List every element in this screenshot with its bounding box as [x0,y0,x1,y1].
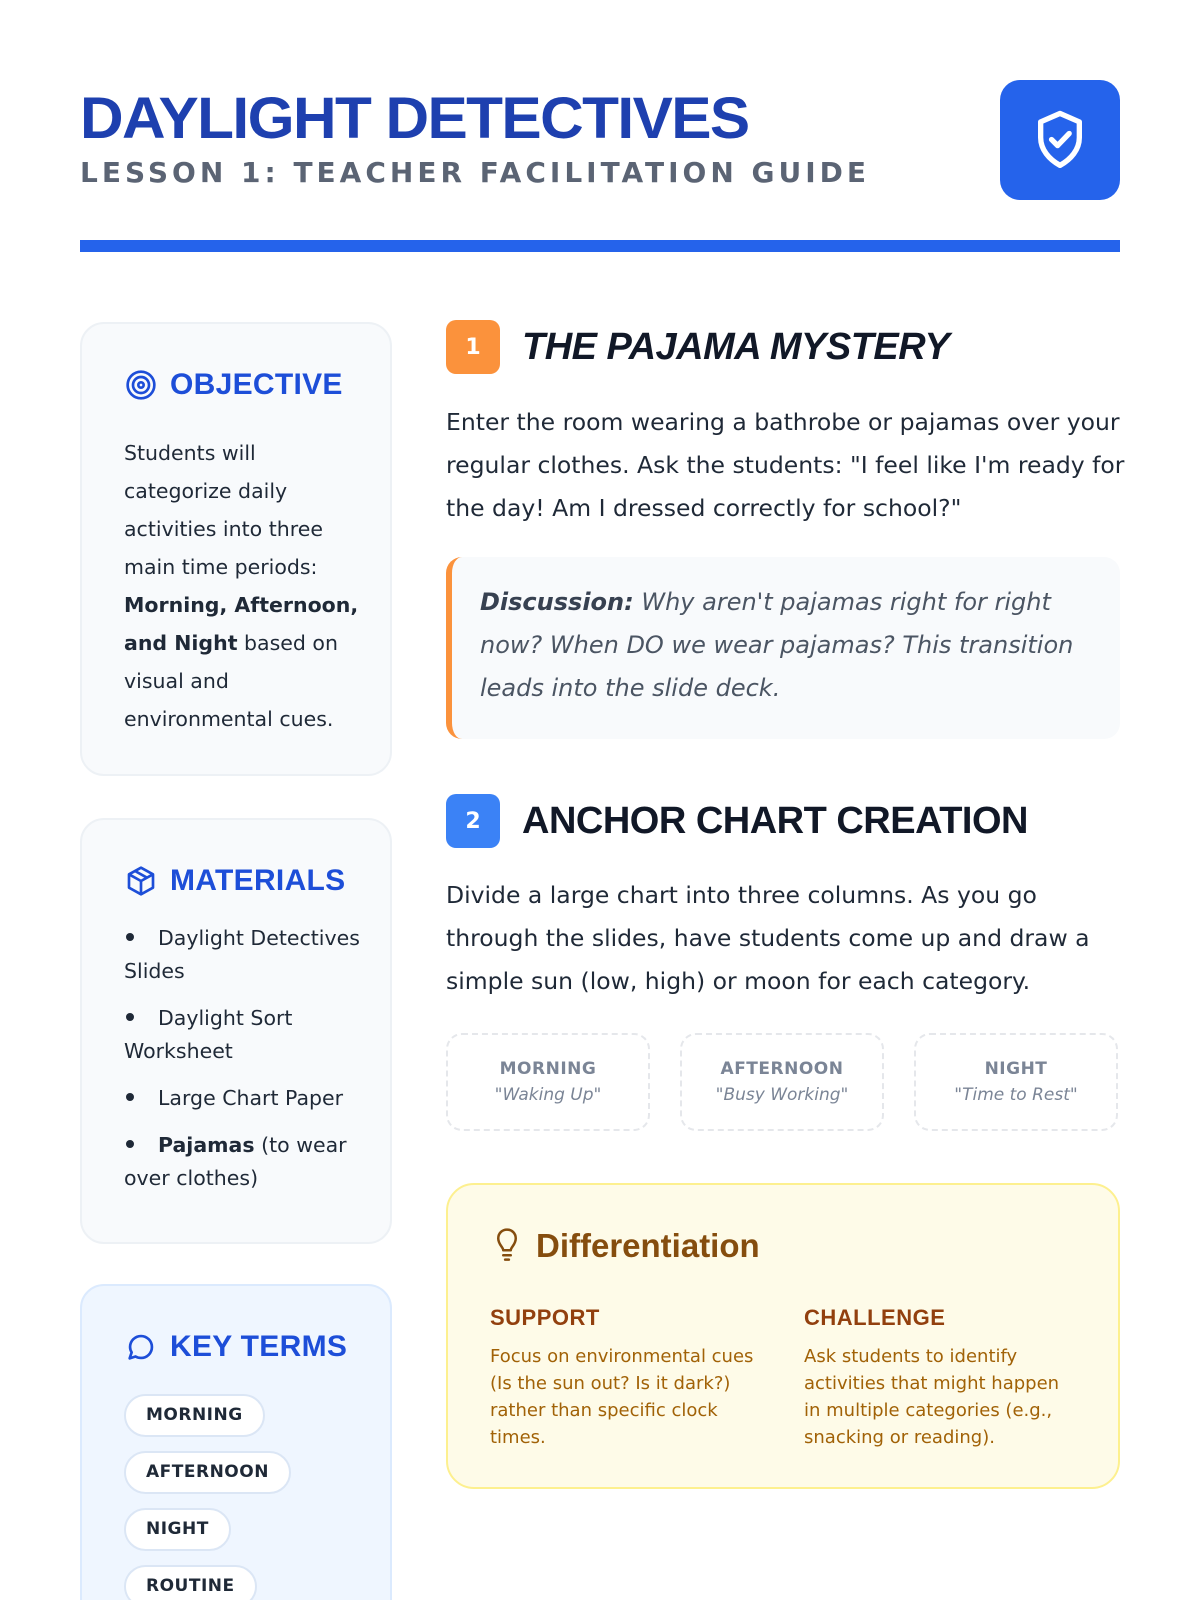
challenge-text: Ask students to identify activities that might happen in multiple categories (e.g., snacking or reading). [804,1346,1060,1448]
term-chip-afternoon: AFTERNOON [124,1451,291,1494]
chart-column-afternoon: AFTERNOON "Busy Working" [680,1033,884,1131]
shield-badge [1000,80,1120,200]
key-terms-card [80,1284,392,1600]
materials-header [124,864,345,898]
materials-heading: MATERIALS [170,864,346,897]
section-1-body: Enter the room wearing a bathrobe or pajamas over your regular clothes. Ask the students: "I feel like I'm ready for the day! Am I dressed correctly for school?" [446,408,1125,522]
section-number-badge: 2 [446,794,500,848]
callout-label: Discussion: [480,588,634,616]
term-chip-night: NIGHT [124,1508,231,1551]
section-2-body: Divide a large chart into three columns. As you go through the slides, have students come up and draw a simple sun (low, high) or moon for each category. [446,881,1090,995]
page-header [80,80,1120,200]
page-title: DAYLIGHT DETECTIVES [80,86,749,151]
support-text: Focus on environmental cues (Is the sun out? Is it dark?) rather than specific clock times. [490,1346,754,1448]
chart-column-morning: MORNING "Waking Up" [446,1033,650,1131]
objective-header [124,368,343,402]
support-title: SUPPORT [490,1305,600,1330]
term-chip-morning: MORNING [124,1394,265,1437]
term-chip-routine: ROUTINE [124,1565,257,1600]
objective-heading: OBJECTIVE [170,368,343,401]
section-1-title: THE PAJAMA MYSTERY [522,325,950,368]
section-number-badge: 1 [446,320,500,374]
section-1-header [446,320,949,374]
list-item: Large Chart Paper [124,1082,364,1115]
objective-card [80,322,392,776]
challenge-title: CHALLENGE [804,1305,946,1330]
lightbulb-icon [492,1225,522,1267]
challenge-column [804,1305,1074,1451]
list-item: Daylight Detectives Slides [124,926,360,983]
list-item: Daylight Sort Worksheet [124,1006,293,1063]
key-terms-header [124,1330,347,1364]
differentiation-header [492,1225,760,1267]
section-2-title: ANCHOR CHART CREATION [522,799,1028,842]
objective-text: Students will categorize daily activities into three main time periods: Morning, Afternoon, and Night based on visual and environmental cues. [124,441,359,731]
chart-column-night: NIGHT "Time to Rest" [914,1033,1118,1131]
package-icon [124,864,158,898]
chat-bubble-icon [124,1330,158,1364]
differentiation-heading: Differentiation [536,1227,760,1264]
materials-card [80,818,392,1244]
shield-check-icon [1031,108,1089,172]
page-subtitle: LESSON 1: TEACHER FACILITATION GUIDE [80,156,871,189]
section-2-header [446,794,1028,848]
key-terms-heading: KEY TERMS [170,1330,348,1363]
differentiation-box [446,1183,1120,1489]
target-icon [124,368,158,402]
key-terms-list [124,1394,291,1600]
support-column [490,1305,760,1451]
materials-list [124,922,364,1209]
header-divider [80,240,1120,252]
objective-bold-text: Morning, Afternoon, and Night [124,593,359,655]
discussion-callout: Discussion: Why aren't pajamas right for right now? When DO we wear pajamas? This transition leads into the slide deck. [446,557,1120,739]
list-item: Pajamas (to wear over clothes) [124,1133,347,1190]
